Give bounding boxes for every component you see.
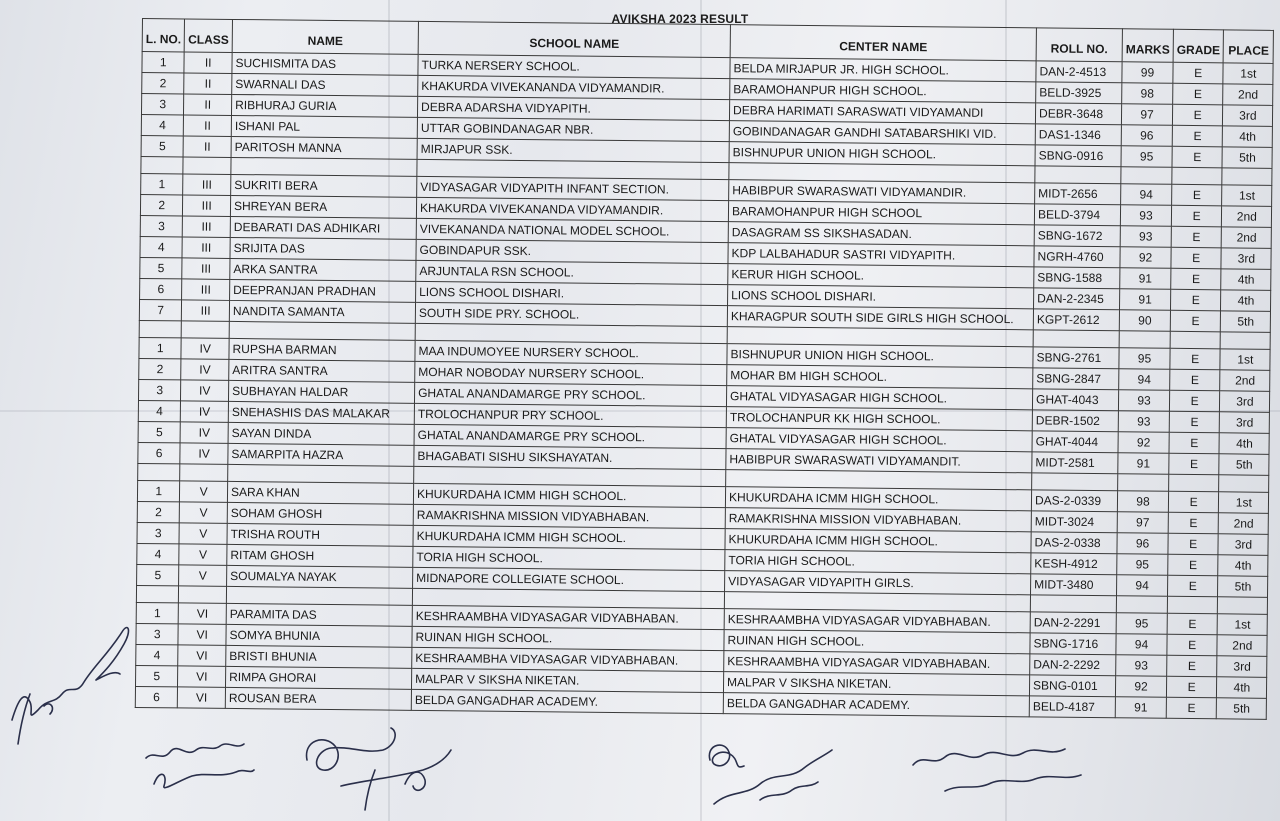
cell-place: 4th [1217, 677, 1267, 699]
cell-center-name: BELDA MIRJAPUR JR. HIGH SCHOOL. [730, 58, 1036, 82]
cell-grade: E [1172, 125, 1223, 147]
cell-grade: E [1168, 512, 1219, 534]
result-table [135, 18, 1275, 720]
cell-name: ARITRA SANTRA [229, 359, 415, 382]
cell-marks: 96 [1121, 125, 1172, 147]
cell-sl-no: 3 [138, 379, 181, 400]
cell-school-name: GHATAL ANANDAMARGE PRY SCHOOL. [414, 424, 726, 448]
cell-marks: 94 [1116, 634, 1167, 656]
cell-class: II [183, 136, 231, 157]
cell-center-name: RUINAN HIGH SCHOOL. [724, 630, 1030, 654]
cell-name: SAMARPITA HAZRA [228, 443, 414, 466]
header-center-name: CENTER NAME [730, 25, 1036, 61]
cell-roll-no: MIDT-2581 [1032, 452, 1118, 474]
cell-class: III [182, 237, 230, 258]
cell-grade: E [1171, 289, 1222, 311]
cell-school-name: SOUTH SIDE PRY. SCHOOL. [415, 302, 727, 326]
cell-marks: 93 [1118, 411, 1169, 433]
cell-place: 2nd [1222, 227, 1272, 249]
cell-sl-no: 7 [139, 299, 182, 320]
header-class: CLASS [184, 19, 232, 52]
empty-cell [229, 321, 415, 340]
empty-cell [1167, 596, 1218, 614]
cell-grade: E [1173, 83, 1224, 105]
empty-cell [1035, 166, 1121, 184]
cell-center-name: HABIBPUR SWARASWATI VIDYAMANDIR. [729, 180, 1035, 204]
cell-name: PARAMITA DAS [226, 603, 412, 626]
cell-marks: 97 [1121, 104, 1172, 126]
cell-center-name: DEBRA HARIMATI SARASWATI VIDYAMANDI [729, 100, 1035, 124]
cell-roll-no: NGRH-4760 [1034, 246, 1120, 268]
cell-class: IV [181, 401, 229, 422]
cell-place: 5th [1218, 576, 1268, 598]
empty-cell [1218, 597, 1268, 615]
cell-name: SWARNALI DAS [232, 73, 418, 96]
cell-marks: 91 [1118, 453, 1169, 475]
cell-marks: 97 [1117, 512, 1168, 534]
cell-grade: E [1168, 533, 1219, 555]
cell-marks: 95 [1119, 348, 1170, 370]
cell-roll-no: SBNG-0101 [1029, 675, 1115, 697]
cell-name: RIBHURAJ GURIA [232, 94, 418, 117]
cell-place: 3rd [1220, 412, 1270, 434]
cell-grade: E [1171, 205, 1222, 227]
empty-cell [1033, 330, 1119, 348]
cell-place: 4th [1221, 269, 1271, 291]
cell-place: 1st [1222, 185, 1272, 207]
cell-name: ROUSAN BERA [225, 687, 411, 710]
cell-name: PARITOSH MANNA [231, 136, 417, 159]
cell-roll-no: GHAT-4044 [1032, 431, 1118, 453]
cell-place: 5th [1219, 454, 1269, 476]
cell-place: 3rd [1220, 391, 1270, 413]
cell-place: 5th [1217, 698, 1267, 720]
cell-grade: E [1172, 184, 1223, 206]
cell-name: SAYAN DINDA [228, 422, 414, 445]
signature-center-left-icon [295, 720, 465, 815]
cell-roll-no: BELD-3925 [1036, 82, 1122, 104]
cell-grade: E [1170, 369, 1221, 391]
cell-school-name: DEBRA ADARSHA VIDYAPITH. [417, 96, 729, 120]
cell-school-name: MAA INDUMOYEE NURSERY SCHOOL. [415, 340, 727, 364]
cell-marks: 98 [1122, 83, 1173, 105]
cell-sl-no: 1 [136, 602, 179, 623]
cell-name: SOHAM GHOSH [227, 502, 413, 525]
cell-grade: E [1167, 655, 1218, 677]
empty-cell [136, 585, 179, 602]
cell-school-name: BHAGABATI SISHU SIKSHAYATAN. [414, 445, 726, 469]
cell-sl-no: 3 [140, 215, 183, 236]
cell-name: DEEPRANJAN PRADHAN [230, 279, 416, 302]
cell-class: IV [181, 359, 229, 380]
empty-cell [139, 320, 182, 337]
cell-sl-no: 5 [138, 421, 181, 442]
cell-roll-no: DAN-2-2291 [1030, 612, 1116, 634]
cell-class: V [179, 565, 227, 586]
cell-roll-no: SBNG-1672 [1034, 225, 1120, 247]
cell-center-name: KERUR HIGH SCHOOL. [728, 264, 1034, 288]
cell-school-name: KESHRAAMBHA VIDYASAGAR VIDYABHABAN. [412, 647, 724, 671]
cell-center-name: BARAMOHANPUR HIGH SCHOOL [728, 201, 1034, 225]
signature-bottom-left-icon [140, 728, 260, 798]
cell-grade: E [1173, 62, 1224, 84]
cell-marks: 95 [1121, 146, 1172, 168]
empty-cell [1118, 474, 1169, 492]
empty-cell [181, 321, 229, 338]
cell-place: 3rd [1217, 656, 1267, 678]
cell-center-name: TORIA HIGH SCHOOL. [725, 550, 1031, 574]
cell-sl-no: 3 [136, 623, 179, 644]
cell-sl-no: 5 [140, 257, 183, 278]
cell-marks: 99 [1122, 62, 1173, 84]
cell-place: 2nd [1222, 206, 1272, 228]
header-school-name: SCHOOL NAME [418, 21, 730, 57]
cell-class: VI [178, 645, 226, 666]
cell-school-name: KHAKURDA VIVEKANANDA VIDYAMANDIR. [418, 75, 730, 99]
cell-name: SOMYA BHUNIA [226, 624, 412, 647]
cell-center-name: HABIBPUR SWARASWATI VIDYAMANDIT. [726, 449, 1032, 473]
cell-roll-no: DAN-2-2345 [1034, 288, 1120, 310]
empty-cell [1169, 474, 1220, 492]
cell-school-name: KHUKURDAHA ICMM HIGH SCHOOL. [413, 525, 725, 549]
cell-center-name: KHARAGPUR SOUTH SIDE GIRLS HIGH SCHOOL. [727, 306, 1033, 330]
header-roll-no: ROLL NO. [1036, 28, 1122, 62]
cell-marks: 91 [1120, 268, 1171, 290]
cell-class: V [180, 502, 228, 523]
cell-school-name: KESHRAAMBHA VIDYASAGAR VIDYABHABAN. [412, 605, 724, 629]
cell-name: BRISTI BHUNIA [226, 645, 412, 668]
header-place: PLACE [1223, 30, 1273, 64]
cell-school-name: UTTAR GOBINDANAGAR NBR. [417, 117, 729, 141]
cell-center-name: BISHNUPUR UNION HIGH SCHOOL. [727, 344, 1033, 368]
cell-grade: E [1169, 390, 1220, 412]
cell-sl-no: 6 [140, 278, 183, 299]
empty-cell [231, 157, 417, 176]
cell-place: 4th [1219, 433, 1269, 455]
cell-place: 4th [1223, 126, 1273, 148]
cell-center-name: KHUKURDAHA ICMM HIGH SCHOOL. [725, 529, 1031, 553]
empty-cell [138, 463, 181, 480]
cell-class: V [179, 544, 227, 565]
cell-place: 2nd [1223, 84, 1273, 106]
cell-sl-no: 5 [135, 665, 178, 686]
cell-school-name: MOHAR NOBODAY NURSERY SCHOOL. [415, 361, 727, 385]
cell-sl-no: 6 [135, 686, 178, 707]
cell-name: NANDITA SAMANTA [229, 300, 415, 323]
cell-grade: E [1169, 432, 1220, 454]
cell-name: SRIJITA DAS [230, 237, 416, 260]
cell-center-name: LIONS SCHOOL DISHARI. [728, 285, 1034, 309]
cell-center-name: MOHAR BM HIGH SCHOOL. [727, 365, 1033, 389]
cell-sl-no: 2 [139, 358, 182, 379]
cell-name: SUBHAYAN HALDAR [229, 380, 415, 403]
cell-roll-no: DAS1-1346 [1035, 124, 1121, 146]
empty-cell [1032, 473, 1118, 491]
cell-grade: E [1171, 268, 1222, 290]
cell-class: VI [178, 624, 226, 645]
cell-roll-no: SBNG-1716 [1030, 633, 1116, 655]
cell-place: 1st [1217, 614, 1267, 636]
header-marks: MARKS [1122, 29, 1173, 63]
cell-marks: 94 [1119, 369, 1170, 391]
cell-center-name: VIDYASAGAR VIDYAPITH GIRLS. [725, 571, 1031, 595]
cell-name: SUCHISMITA DAS [232, 52, 418, 75]
empty-cell [1222, 168, 1272, 186]
cell-school-name: MALPAR V SIKSHA NIKETAN. [412, 668, 724, 692]
cell-marks: 94 [1117, 575, 1168, 597]
cell-marks: 93 [1118, 390, 1169, 412]
signature-center-icon [700, 730, 840, 815]
cell-sl-no: 3 [137, 522, 180, 543]
cell-school-name: KHAKURDA VIVEKANANDA VIDYAMANDIR. [416, 197, 728, 221]
cell-class: VI [179, 603, 227, 624]
cell-school-name: GOBINDAPUR SSK. [416, 239, 728, 263]
cell-roll-no: BELD-3794 [1034, 204, 1120, 226]
cell-roll-no: MIDT-3480 [1031, 574, 1117, 596]
cell-school-name: TURKA NERSERY SCHOOL. [418, 54, 730, 78]
cell-place: 5th [1221, 311, 1271, 333]
cell-place: 3rd [1218, 534, 1268, 556]
cell-grade: E [1170, 310, 1221, 332]
cell-place: 3rd [1221, 248, 1271, 270]
cell-grade: E [1170, 348, 1221, 370]
cell-roll-no: KGPT-2612 [1033, 309, 1119, 331]
cell-name: SNEHASHIS DAS MALAKAR [228, 401, 414, 424]
cell-name: ISHANI PAL [231, 115, 417, 138]
cell-school-name: VIVEKANANDA NATIONAL MODEL SCHOOL. [416, 218, 728, 242]
cell-roll-no: SBNG-0916 [1035, 145, 1121, 167]
cell-class: III [182, 258, 230, 279]
cell-roll-no: DEBR-3648 [1035, 103, 1121, 125]
cell-roll-no: DAN-2-4513 [1036, 61, 1122, 83]
empty-cell [226, 586, 412, 605]
cell-name: TRISHA ROUTH [227, 523, 413, 546]
cell-school-name: ARJUNTALA RSN SCHOOL. [416, 260, 728, 284]
cell-center-name: DASAGRAM SS SIKSHASADAN. [728, 222, 1034, 246]
cell-center-name: GHATAL VIDYASAGAR HIGH SCHOOL. [726, 386, 1032, 410]
cell-name: RUPSHA BARMAN [229, 338, 415, 361]
cell-roll-no: SBNG-1588 [1034, 267, 1120, 289]
cell-center-name: TROLOCHANPUR KK HIGH SCHOOL. [726, 407, 1032, 431]
cell-marks: 94 [1121, 184, 1172, 206]
cell-sl-no: 4 [140, 236, 183, 257]
cell-roll-no: SBNG-2847 [1033, 368, 1119, 390]
result-body [135, 52, 1273, 720]
header-name: NAME [232, 19, 418, 54]
cell-grade: E [1167, 613, 1218, 635]
cell-center-name: KESHRAAMBHA VIDYASAGAR VIDYABHABAN. [724, 609, 1030, 633]
cell-class: IV [180, 422, 228, 443]
empty-cell [180, 464, 228, 481]
cell-name: RITAM GHOSH [227, 544, 413, 567]
cell-marks: 91 [1120, 289, 1171, 311]
cell-school-name: TROLOCHANPUR PRY SCHOOL. [414, 403, 726, 427]
cell-marks: 93 [1116, 655, 1167, 677]
cell-grade: E [1167, 634, 1218, 656]
cell-sl-no: 4 [141, 114, 184, 135]
cell-place: 5th [1222, 147, 1272, 169]
cell-marks: 93 [1120, 205, 1171, 227]
cell-marks: 90 [1119, 310, 1170, 332]
cell-center-name: GHATAL VIDYASAGAR HIGH SCHOOL. [726, 428, 1032, 452]
cell-place: 2nd [1217, 635, 1267, 657]
cell-grade: E [1169, 453, 1220, 475]
cell-marks: 96 [1117, 533, 1168, 555]
empty-cell [1172, 167, 1223, 185]
empty-cell [1116, 596, 1167, 614]
cell-marks: 92 [1115, 676, 1166, 698]
cell-grade: E [1172, 146, 1223, 168]
cell-center-name: BARAMOHANPUR HIGH SCHOOL. [730, 79, 1036, 103]
cell-roll-no: MIDT-2656 [1035, 183, 1121, 205]
cell-school-name: MIRJAPUR SSK. [417, 138, 729, 162]
cell-sl-no: 1 [141, 173, 184, 194]
cell-place: 1st [1223, 63, 1273, 85]
cell-center-name: KHUKURDAHA ICMM HIGH SCHOOL. [725, 487, 1031, 511]
cell-center-name: MALPAR V SIKSHA NIKETAN. [723, 672, 1029, 696]
cell-class: II [184, 115, 232, 136]
cell-roll-no: MIDT-3024 [1031, 511, 1117, 533]
cell-grade: E [1171, 247, 1222, 269]
cell-grade: E [1169, 411, 1220, 433]
cell-center-name: KESHRAAMBHA VIDYASAGAR VIDYABHABAN. [724, 651, 1030, 675]
cell-sl-no: 5 [137, 564, 180, 585]
cell-roll-no: DAN-2-2292 [1030, 654, 1116, 676]
cell-sl-no: 4 [136, 644, 179, 665]
cell-grade: E [1168, 491, 1219, 513]
cell-name: DEBARATI DAS ADHIKARI [230, 216, 416, 239]
cell-place: 4th [1218, 555, 1268, 577]
cell-school-name: MIDNAPORE COLLEGIATE SCHOOL. [413, 567, 725, 591]
header-sl-no: L. NO. [142, 19, 185, 52]
cell-class: III [183, 216, 231, 237]
empty-cell [1170, 331, 1221, 349]
cell-roll-no: DAS-2-0339 [1031, 490, 1117, 512]
cell-school-name: LIONS SCHOOL DISHARI. [416, 281, 728, 305]
cell-name: ARKA SANTRA [230, 258, 416, 281]
cell-name: SUKRITI BERA [231, 174, 417, 197]
cell-class: VI [178, 666, 226, 687]
cell-marks: 95 [1117, 554, 1168, 576]
cell-school-name: TORIA HIGH SCHOOL. [413, 546, 725, 570]
empty-cell [183, 157, 231, 174]
cell-sl-no: 5 [141, 135, 184, 156]
cell-roll-no: GHAT-4043 [1032, 389, 1118, 411]
cell-class: II [184, 52, 232, 73]
cell-class: III [183, 174, 231, 195]
header-grade: GRADE [1173, 29, 1224, 63]
cell-school-name: GHATAL ANANDAMARGE PRY SCHOOL. [414, 382, 726, 406]
cell-roll-no: KESH-4912 [1031, 553, 1117, 575]
empty-cell [141, 156, 184, 173]
cell-place: 3rd [1223, 105, 1273, 127]
cell-class: II [184, 73, 232, 94]
cell-class: II [184, 94, 232, 115]
cell-name: SOUMALYA NAYAK [227, 565, 413, 588]
cell-sl-no: 1 [137, 480, 180, 501]
cell-school-name: RAMAKRISHNA MISSION VIDYABHABAN. [413, 504, 725, 528]
empty-cell [1030, 595, 1116, 613]
empty-cell [228, 464, 414, 483]
cell-sl-no: 4 [137, 543, 180, 564]
cell-sl-no: 2 [140, 194, 183, 215]
cell-grade: E [1168, 554, 1219, 576]
cell-center-name: BISHNUPUR UNION HIGH SCHOOL. [729, 142, 1035, 166]
cell-class: V [180, 481, 228, 502]
sheet-title: AVIKSHA 2023 RESULT [611, 12, 749, 26]
cell-class: VI [178, 687, 226, 708]
cell-sl-no: 2 [142, 73, 185, 94]
cell-marks: 92 [1120, 247, 1171, 269]
cell-sl-no: 2 [137, 501, 180, 522]
cell-grade: E [1168, 575, 1219, 597]
cell-place: 1st [1220, 349, 1270, 371]
cell-sl-no: 1 [139, 337, 182, 358]
cell-school-name: KHUKURDAHA ICMM HIGH SCHOOL. [413, 483, 725, 507]
cell-place: 2nd [1220, 370, 1270, 392]
empty-cell [1220, 332, 1270, 350]
cell-name: SHREYAN BERA [230, 195, 416, 218]
cell-grade: E [1166, 676, 1217, 698]
cell-marks: 98 [1117, 491, 1168, 513]
cell-place: 1st [1219, 492, 1269, 514]
signature-left-icon [4, 610, 139, 750]
cell-class: IV [181, 338, 229, 359]
cell-place: 4th [1221, 290, 1271, 312]
cell-class: III [182, 279, 230, 300]
empty-cell [1121, 167, 1172, 185]
cell-sl-no: 3 [141, 94, 184, 115]
cell-name: RIMPA GHORAI [226, 666, 412, 689]
cell-class: V [179, 523, 227, 544]
cell-school-name: BELDA GANGADHAR ACADEMY. [411, 689, 723, 713]
cell-marks: 93 [1120, 226, 1171, 248]
cell-marks: 92 [1118, 432, 1169, 454]
cell-marks: 95 [1116, 613, 1167, 635]
empty-cell [1219, 475, 1269, 493]
cell-class: IV [181, 380, 229, 401]
cell-place: 2nd [1219, 513, 1269, 535]
cell-grade: E [1172, 104, 1223, 126]
cell-center-name: RAMAKRISHNA MISSION VIDYABHABAN. [725, 508, 1031, 532]
cell-school-name: VIDYASAGAR VIDYAPITH INFANT SECTION. [417, 176, 729, 200]
empty-cell [1119, 331, 1170, 349]
cell-grade: E [1171, 226, 1222, 248]
cell-roll-no: SBNG-2761 [1033, 347, 1119, 369]
cell-class: IV [180, 443, 228, 464]
cell-school-name: RUINAN HIGH SCHOOL. [412, 626, 724, 650]
cell-sl-no: 6 [138, 442, 181, 463]
empty-cell [179, 586, 227, 603]
cell-sl-no: 4 [138, 400, 181, 421]
cell-roll-no: DEBR-1502 [1032, 410, 1118, 432]
cell-name: SARA KHAN [227, 481, 413, 504]
cell-center-name: GOBINDANAGAR GANDHI SATABARSHIKI VID. [729, 121, 1035, 145]
cell-class: III [183, 195, 231, 216]
cell-roll-no: BELD-4187 [1029, 696, 1115, 718]
cell-marks: 91 [1115, 697, 1166, 719]
cell-sl-no: 1 [142, 52, 185, 73]
cell-center-name: BELDA GANGADHAR ACADEMY. [723, 693, 1029, 717]
cell-center-name: KDP LALBAHADUR SASTRI VIDYAPITH. [728, 243, 1034, 267]
cell-grade: E [1166, 697, 1217, 719]
cell-class: III [182, 300, 230, 321]
signature-right-icon [905, 735, 1095, 805]
cell-roll-no: DAS-2-0338 [1031, 532, 1117, 554]
